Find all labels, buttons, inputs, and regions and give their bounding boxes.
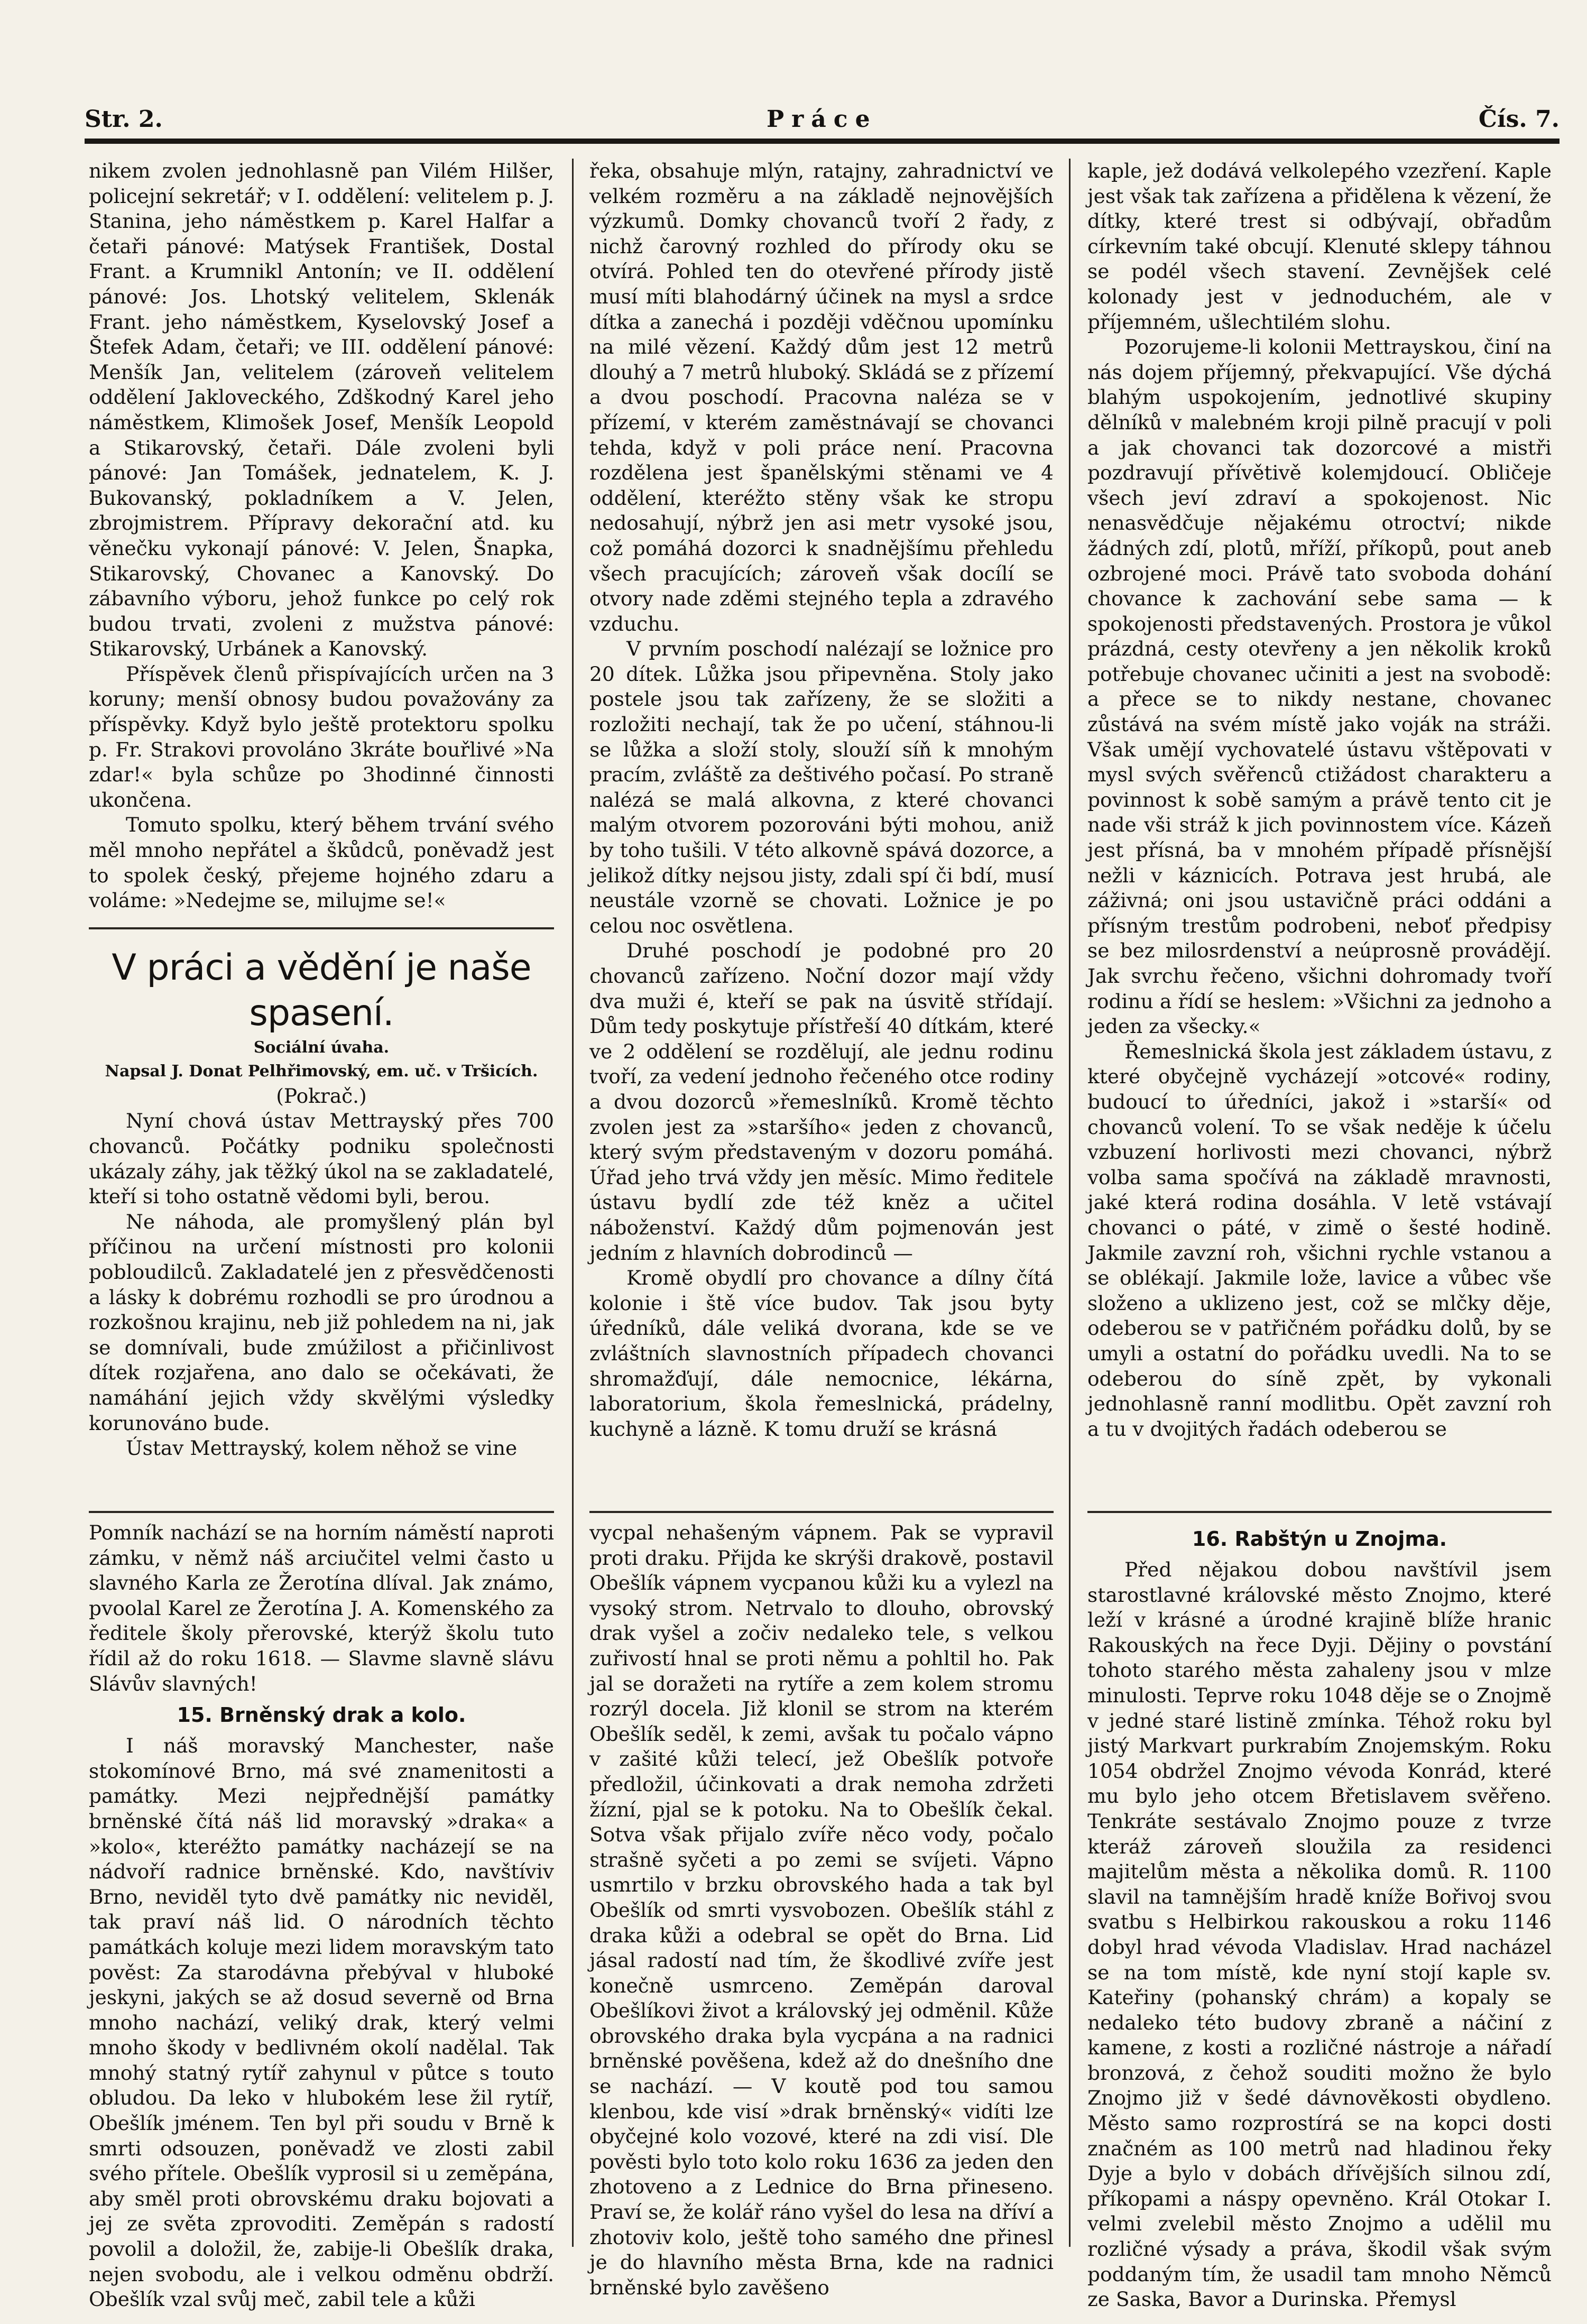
continued-note: (Pokrač.)	[276, 1084, 367, 1108]
newspaper-title: Práce	[767, 106, 878, 133]
paragraph: Řemeslnická škola jest základem ústavu, z které obyčejně vycházejí »otcové« rodiny, budoucí to úředníci, jakož i »starší« od chovanců volení. To se však neděje k účelu vzbuzení horlivosti mezi chovanci, nýbrž volba sama spočívá na základě mravnosti, jaké která rodina dosáhla. V letě vstávají chovanci o páté, v zimě o šesté hodině. Jakmile zavzní roh, všichni rychle vstanou a se oblékají. Jakmile lože, lavice a vůbec vše složeno a uklizeno jest, což se mlčky děje, odeberou se v patřičném pořádku dolů, by se umyli a ostatní do pořádku uvedli. Na to se odeberou do síně zpět, by vykonali jednohlasně ranní modlitbu. Opět zavzní roh a tu v dvojitých řadách odeberou se	[1087, 1039, 1552, 1441]
section-rule	[1087, 1511, 1552, 1513]
paragraph: Kromě obydlí pro chovance a dílny čítá kolonie i ště více budov. Tak jsou byty úředníků, dále veliká dvorana, kde se ve zvláštních slavnostních případech chovanci shromažďují, dále nemocnice, lékárna, laboratorium, škola řemeslnická, prádelny, kuchyně a lázně. K tomu druží se krásná	[589, 1266, 1054, 1441]
section-title: 15. Brněnský drak a kolo.	[177, 1703, 466, 1727]
section-rule	[89, 927, 554, 929]
paragraph: kaple, jež dodává velkolepého vzezření. Kaple jest však tak zařízena a přidělena k vězení, že dítky, které trest si odbývají, obřadům církevním také obcují. Klenuté sklepy táhnou se podél všech stavení. Zevnějšek celé kolonady jest v jednoduchém, ale v příjemném, ušlechtilém slohu.	[1087, 159, 1552, 334]
lower-column-2	[589, 1520, 1054, 2300]
lower-column-3	[1087, 1520, 1552, 2312]
page-number: Str. 2.	[85, 106, 163, 133]
paragraph: Tomuto spolku, který během trvání svého měl mnoho nepřátel a škůdců, poněvadž jest to spolek český, přejeme hojného zdaru a voláme: »Nedejme se, milujme se!«	[89, 813, 554, 912]
section-rule	[89, 1511, 554, 1513]
paragraph: Příspěvek členů přispívajících určen na 3 koruny; menší obnosy budou považovány za příspěvky. Když bylo ještě protektoru spolku p. Fr. Strakovi provoláno 3kráte bouřlivé »Na zdar!« byla schůze po 3hodinné činnosti ukončena.	[89, 662, 554, 811]
article-byline: Napsal J. Donat Pelhřimovský, em. uč. v Tršicích.	[105, 1062, 538, 1081]
paragraph: Pomník nachází se na horním náměstí naproti zámku, v němž náš arciučitel velmi často u slavného Karla ze Žerotína dlíval. Jak známo, pvoolal Karel ze Žerotína J. A. Komenského za ředitele školy přerovské, kterýž školu tuto řídil až do roku 1618. — Slavme slavně slávu Slávův slavných!	[89, 1521, 554, 1695]
paragraph: I náš moravský Manchester, naše stokomínové Brno, má své znamenitosti a památky. Mezi nejpřednější památky brněnské čítá náš lid moravský »draka« a »kolo«, kteréžto památky nacházejí se na nádvoří radnice brněnské. Kdo, navštíviv Brno, neviděl tyto dvě památky nic neviděl, tak praví náš lid. O národních těchto památkách koluje mezi lidem moravským tato pověst: Za starodávna přebýval v hluboké jeskyni, jakých se až dosud severně od Brna mnoho nachází, veliký drak, který velmi mnoho škody v bedlivném okolí nadělal. Tak mnohý statný rytíř zahynul v půtce s touto obludou. Da leko v hlubokém lese žil rytíř, Obešlík jménem. Ten byl při soudu v Brně k smrti odsouzen, poněvadž ve zlosti zabil svého přítele. Obešlík vyprosil si u zeměpána, aby směl proti obrovskému draku bojovati a jej ze světa zprovoditi. Zeměpán s radostí povolil a doložil, že, zabije-li Obešlík draka, nejen svobodu, ale i velkou odměnu obdrží. Obešlík vzal svůj meč, zabil tele a kůži	[89, 1734, 554, 2311]
column-divider	[1069, 159, 1071, 2247]
paragraph: Druhé poschodí je podobné pro 20 chovanců zařízeno. Noční dozor mají vždy dva muži é, kteří se pak na úsvitě střídají. Dům tedy poskytuje přístřeší 40 dítkám, které ve 2 oddělení se rozdělují, ale jednu rodinu tvoří, za vedení jednoho řečeného otce rodiny a dvou dozorců »řemeslníků. Kromě těchto zvolen jest za »staršího« jeden z chovanců, který svým představeným v dozoru pomáhá. Úřad jeho trvá vždy jen měsíc. Mimo ředitele ústavu bydlí zde též kněz a učitel náboženství. Každý dům pojmenován jest jedním z hlavních dobrodinců —	[589, 939, 1054, 1265]
paragraph: řeka, obsahuje mlýn, ratajny, zahradnictví ve velkém rozměru a na základě nejnovějších výzkumů. Domky chovanců tvoří 2 řady, z nichž čarovný rozhled do přírody oku se otvírá. Pohled ten do otevřené přírody jistě musí míti blahodárný účinek na mysl a srdce dítka a zanechá i později vděčnou upomínku na milé vězení. Každý dům jest 12 metrů dlouhý a 7 metrů hluboký. Skládá se z přízemí a dvou poschodí. Pracovna naléza se v přízemí, v kterém zaměstnávají se chovanci tehda, když v poli práce není. Pracovna rozdělena jest španělskými stěnami ve 4 oddělení, kteréžto stěny však ke stropu nedosahují, nýbrž jen asi metr vysoké jsou, což pomáhá dozorci k snadnějšímu přehledu všech pracujících; zároveň však docílí se otvory nade zděmi stejného tepla a zdravého vzduchu.	[589, 159, 1054, 635]
header-rule	[85, 139, 1560, 144]
paragraph: Pozorujeme-li kolonii Mettrayskou, činí na nás dojem příjemný, překvapující. Vše dýchá blahým uspokojením, jednotlivé skupiny dělníků v malebném kroji pilně pracují v poli a jak chovanci tak dozorcové a mistři pozdravují přívětivě kolemjdoucí. Obličeje všech jeví zdraví a spokojenost. Nic nenasvědčuje nějakému otroctví; nikde žádných zdí, plotů, mříží, příkopů, pout aneb ozbrojené moci. Právě tato svoboda dohání chovance k zachování sebe sama — k spokojenosti představených. Prostora je vůkol prázdná, cesty otevřeny a jen několik kroků potřebuje chovanec učiniti a jest na svobodě: a přece se to nikdy nestane, chovanec zůstává na svém místě jako voják na stráži. Však umějí vychovatelé ústavu vštěpovati v mysl svých svěřenců ctižádost charakteru a povinnost k sobě samým a právě tento cit je nade vši stráž k jich povinnostem více. Kázeň jest přísná, ba v mnohém případě přísnější nežli v káznicích. Potrava jest hrubá, ale záživná; oni jsou ustavičně práci oddáni a přísným trestům podrobeni, neboť předpisy se bez milosrdenství a neúprosně provádějí. Jak svrchu řečeno, všichni dohromady tvoří rodinu a řídí se heslem: »Všichni za jednoho a jeden za všecky.«	[1087, 335, 1552, 1038]
paragraph: Ne náhoda, ale promyšlený plán byl příčinou na určení místnosti pro kolonii pobloudilců. Zakladatelé jen z přesvědčenosti a lásky k dobrému rozhodli se pro úrodnou a rozkošnou krajinu, neb již pohledem na ni, jak se domnívali, bude zmúžilost a přičinlivost dítek rozjařena, ano dalo se očekávati, že namáhání jejich vždy skvělými výsledky korunováno bude.	[89, 1210, 554, 1435]
section-title: 16. Rabštýn u Znojma.	[1192, 1527, 1447, 1551]
column-2	[589, 159, 1054, 1442]
column-1	[89, 159, 554, 1461]
paragraph: vycpal nehašeným vápnem. Pak se vypravil proti draku. Přijda ke skrýši drakově, postavil Obešlík vápnem vycpanou kůži ku a vylezl na vysoký strom. Netrvalo to dlouho, obrovský drak vyšel a zočiv nedaleko tele, s velkou zuřivostí hnal se proti němu a pohltil ho. Pak jal se doražeti na rytíře a zem kolem stromu rozrýl docela. Již klonil se strom na kterém Obešlík seděl, k zemi, avšak tu počalo vápno v zašité kůži telecí, jež Obešlík potvoře předložil, účinkovati a drak nemoha zdržeti žízní, pjal se k potoku. Na to Obešlík čekal. Sotva však přijalo zvíře něco vody, počalo strašně syčeti a po zemi se svíjeti. Vápno usmrtilo v brzku obrovského hada a tak byl Obešlík od smrti vysvobozen. Obešlík stáhl z draka kůži a odebral se opět do Brna. Lid jásal radostí nad tím, že škodlivé zvíře jest konečně usmrceno. Zeměpán daroval Obešlíkovi život a královský jej odměnil. Kůže obrovského draka byla vycpána a na radnici brněnské pověšena, kdež až do dnešního dne se nachází. — V koutě pod tou samou klenbou, kde visí »drak brněnský« vidíti lze obyčejné kolo vozové, které na zdi visí. Dle pověsti bylo toto kolo roku 1636 za jeden den zhotoveno a z Lednice do Brna přineseno. Praví se, že kolář ráno vyšel do lesa na dříví a zhotoviv kolo, ještě toho samého dne přinesl je do hlavního města Brna, kde na radnici brněnské bylo zavěšeno	[589, 1521, 1054, 2299]
issue-number: Čís. 7.	[1478, 106, 1560, 133]
article-title: V práci a vědění je naše spasení.	[112, 946, 531, 1034]
section-rule	[589, 1511, 1054, 1513]
column-divider	[572, 159, 574, 2247]
paragraph: Před nějakou dobou navštívil jsem starostlavné královské město Znojmo, které leží v krásné a úrodné krajině blíže hranic Rakouských na řece Dyji. Dějiny o povstání tohoto starého města zahaleny jsou v mlze minulosti. Teprve roku 1048 děje se o Znojmě v jedné staré listině zmínka. Téhož roku byl jistý Markvart purkrabím Znojemským. Roku 1054 obdržel Znojmo vévoda Konrád, které mu bylo jeho otcem Břetislavem svěřeno. Tenkráte sestávalo Znojmo pouze z tvrze kteráž zároveň sloužila za residenci majitelům města a několika domů. R. 1100 slavil na tamnějším hradě kníže Bořivoj svou svatbu s Helbirkou rakouskou a roku 1146 dobyl hrad vévoda Vladislav. Hrad nacházel se na tom místě, kde nyní stojí kaple sv. Kateřiny (pohanský chrám) a kopaly se nedaleko této budovy zbraně a náčiní z kamene, z kosti a rozličné nástroje a nářadí bronzová, z čehož souditi možno že bylo Znojmo již v šedé dávnověkosti obydleno. Město samo rozprostírá se na kopci dosti značném as 100 metrů nad hladinou řeky Dyje a bylo v dobách dřívějších silnou zdí, příkopami a náspy opevněno. Král Otokar I. velmi zvelebil město Znojmo a udělil mu rozličné výsady a práva, škodil však svým poddaným tím, že usadil tam mnoho Němců ze Saska, Bavor a Durinska. Přemysl	[1087, 1558, 1552, 2311]
lower-column-1	[89, 1520, 554, 2312]
paragraph: nikem zvolen jednohlasně pan Vilém Hilšer, policejní sekretář; v I. oddělení: velitelem p. J. Stanina, jeho náměstkem p. Karel Halfar a četaři pánové: Matýsek František, Dostal Frant. a Krumnikl Antonín; ve II. oddělení pánové: Jos. Lhotský velitelem, Sklenák Frant. jeho náměstkem, Kyselovský Josef a Štefek Adam, četaři; ve III. oddělení pánové: Menšík Jan, velitelem (zároveň velitelem oddělení Jakloveckého, Zdškodný Karel jeho náměstkem, Klimošek Josef, Menšík Leopold a Stikarovský, četaři. Dále zvoleni byli pánové: Jan Tomášek, jednatelem, K. J. Bukovanský, pokladníkem a V. Jelen, zbrojmistrem. Přípravy dekorační atd. ku věnečku vykonají pánové: V. Jelen, Šnapka, Stikarovský, Chovanec a Kanovský. Do zábavního výboru, jehož funkce po celý rok budou trvati, zvoleni z mužstva pánové: Stikarovský, Urbánek a Kanovský.	[89, 159, 554, 661]
paragraph: Ústav Mettrayský, kolem něhož se vine	[126, 1436, 518, 1460]
page-header	[85, 106, 1560, 137]
article-subtitle: Sociální úvaha.	[253, 1038, 390, 1057]
paragraph: V prvním poschodí nalézají se ložnice pro 20 dítek. Lůžka jsou připevněna. Stoly jako postele jsou tak zařízeny, že se složiti a rozložiti nechají, tak že po učení, stáhnou-li se lůžka a složí stoly, slouží síň k mnohým pracím, zvláště za deštivého počasí. Po straně nalézá se malá alkovna, z které chovanci malým otvorem pozorováni býti mohou, aniž by toho tušili. V této alkovně spává dozorce, a jelikož dítky nejsou jisty, zdali spí či bdí, musí neustále vzorně se chovati. Ložnice je po celou noc osvětlena.	[589, 637, 1054, 937]
column-3	[1087, 159, 1552, 1442]
paragraph: Nyní chová ústav Mettrayský přes 700 chovanců. Počátky podniku společnosti ukázaly záhy, jak těžký úkol na se zakladatelé, kteří si toho ostatně vědomi byli, berou.	[89, 1109, 554, 1209]
